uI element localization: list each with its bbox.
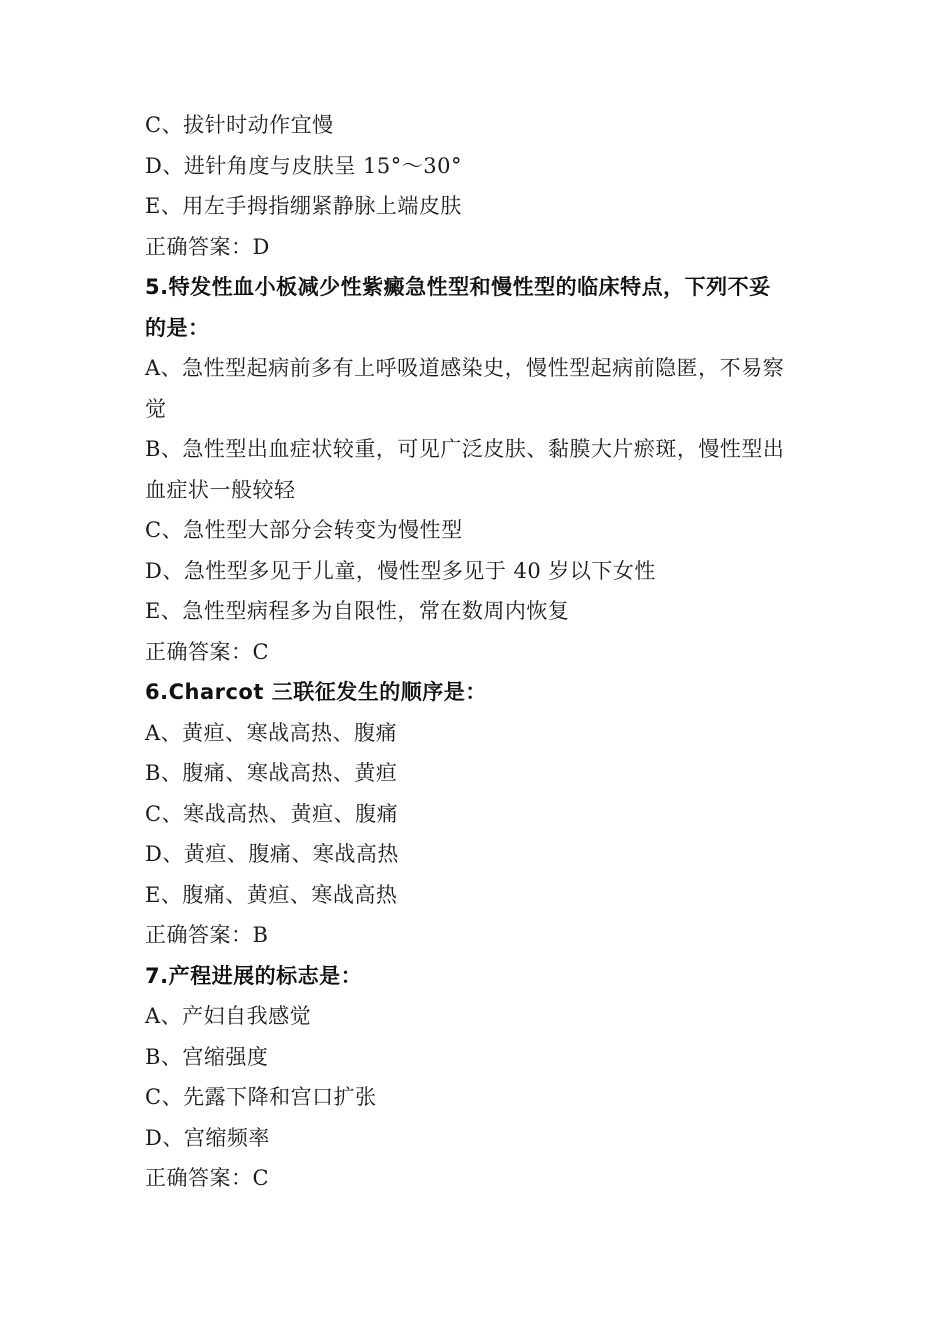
option-line: B、宫缩强度 xyxy=(145,1044,269,1069)
option-line: D、进针角度与皮肤呈 15°～30° xyxy=(145,153,462,178)
option-line: D、急性型多见于儿童，慢性型多见于 40 岁以下女性 xyxy=(145,558,656,583)
option-line: 血症状一般较轻 xyxy=(145,477,296,502)
question-line: 5.特发性血小板减少性紫癜急性型和慢性型的临床特点，下列不妥 xyxy=(145,275,771,299)
answer-line: 正确答案：B xyxy=(145,923,269,947)
option-line: A、产妇自我感觉 xyxy=(145,1004,312,1028)
option-line: D、黄疸、腹痛、寒战高热 xyxy=(145,842,399,866)
option-line: E、腹痛、黄疸、寒战高热 xyxy=(145,882,398,907)
option-line: B、腹痛、寒战高热、黄疸 xyxy=(145,761,398,785)
option-line: E、用左手拇指绷紧静脉上端皮肤 xyxy=(145,194,462,218)
option-line: C、急性型大部分会转变为慢性型 xyxy=(145,518,463,542)
option-line: E、急性型病程多为自限性，常在数周内恢复 xyxy=(145,599,570,623)
option-line: 觉 xyxy=(145,396,167,421)
option-line: C、寒战高热、黄疸、腹痛 xyxy=(145,801,399,826)
option-line: A、急性型起病前多有上呼吸道感染史，慢性型起病前隐匿，不易察 xyxy=(145,356,785,380)
option-line: C、拔针时动作宜慢 xyxy=(145,113,334,137)
option-line: C、先露下降和宫口扩张 xyxy=(145,1085,377,1109)
option-line: B、急性型出血症状较重，可见广泛皮肤、黏膜大片瘀斑，慢性型出 xyxy=(145,437,785,461)
document-body xyxy=(145,105,825,1199)
question-line: 7.产程进展的标志是： xyxy=(145,963,363,988)
answer-line: 正确答案：C xyxy=(145,639,270,664)
answer-line: 正确答案：D xyxy=(145,234,270,259)
question-line: 的是： xyxy=(145,315,210,340)
option-line: D、宫缩频率 xyxy=(145,1125,270,1150)
option-line: A、黄疸、寒战高热、腹痛 xyxy=(145,720,398,745)
answer-line: 正确答案：C xyxy=(145,1166,270,1190)
question-line: 6.Charcot 三联征发生的顺序是： xyxy=(145,680,487,704)
